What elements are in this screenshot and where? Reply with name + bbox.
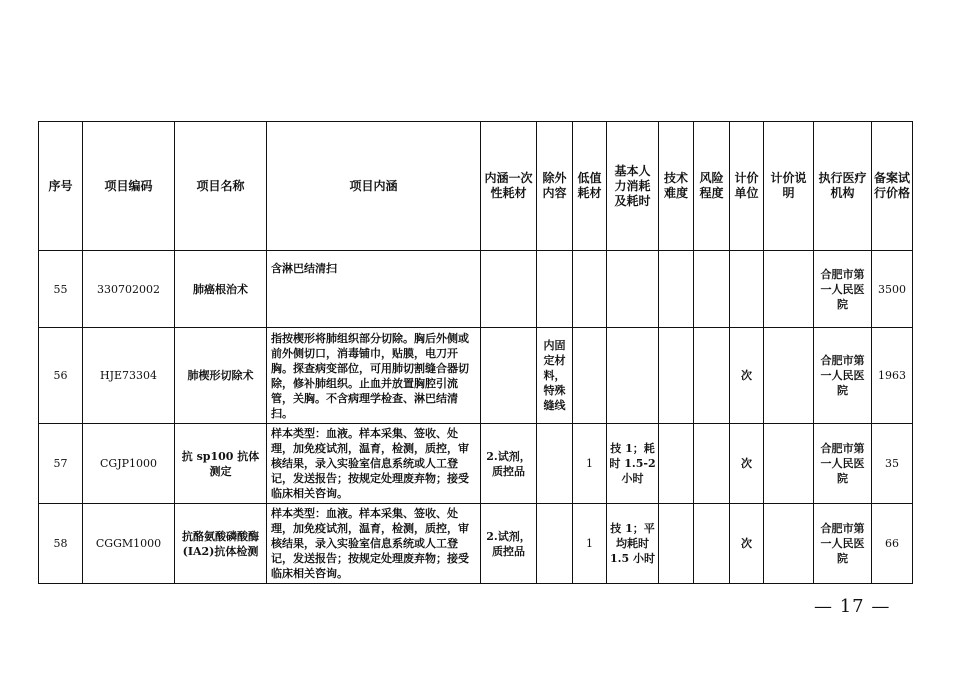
risk-level: [694, 424, 730, 504]
pricing-note: [764, 328, 814, 424]
page-number: — 17 —: [814, 596, 891, 617]
table-row: [39, 424, 913, 504]
header-cell: 项目名称: [175, 122, 267, 251]
row-number: 55: [39, 251, 83, 328]
header-row: [39, 122, 913, 251]
item-code: CGGM1000: [83, 504, 175, 584]
item-content: 含淋巴结清扫: [267, 251, 481, 328]
table-row: [39, 251, 913, 328]
pricing-unit: 次: [730, 504, 764, 584]
header-cell: 技术难度: [659, 122, 694, 251]
exclusions: [537, 424, 573, 504]
labor-time: [607, 251, 659, 328]
low-value-consumables: [573, 328, 607, 424]
row-number: 57: [39, 424, 83, 504]
item-code: CGJP1000: [83, 424, 175, 504]
tech-difficulty: [659, 424, 694, 504]
low-value-consumables: [573, 251, 607, 328]
header-cell: 备案试行价格: [872, 122, 913, 251]
item-code: HJE73304: [83, 328, 175, 424]
pricing-note: [764, 504, 814, 584]
item-content: 样本类型：血液。样本采集、签收、处理，加免疫试剂，温育，检测，质控，审核结果，录入实验室信息系统或人工登记，发送报告；按规定处理废弃物；接受临床相关咨询。: [267, 504, 481, 584]
item-name: 肺楔形切除术: [175, 328, 267, 424]
item-content: 样本类型：血液。样本采集、签收、处理，加免疫试剂，温育，检测，质控，审核结果，录入实验室信息系统或人工登记，发送报告；按规定处理废弃物；接受临床相关咨询。: [267, 424, 481, 504]
pricing-note: [764, 251, 814, 328]
item-content: 指按楔形将肺组织部分切除。胸后外侧或前外侧切口，消毒铺巾，贴膜，电刀开胸。探查病变部位，可用肺切割缝合器切除，修补肺组织。止血并放置胸腔引流管，关胸。不含病理学检查、淋巴结清扫。: [267, 328, 481, 424]
institution: 合肥市第一人民医院: [814, 328, 872, 424]
pricing-unit: [730, 251, 764, 328]
one-time-consumables: 2.试剂，质控品: [481, 504, 537, 584]
header-cell: 内涵一次性耗材: [481, 122, 537, 251]
institution: 合肥市第一人民医院: [814, 504, 872, 584]
price: 66: [872, 504, 913, 584]
pricing-unit: 次: [730, 328, 764, 424]
exclusions: [537, 504, 573, 584]
one-time-consumables: [481, 328, 537, 424]
labor-time: 技 1；平均耗时 1.5 小时: [607, 504, 659, 584]
header-cell: 序号: [39, 122, 83, 251]
pricing-unit: 次: [730, 424, 764, 504]
low-value-consumables: 1: [573, 504, 607, 584]
low-value-consumables: 1: [573, 424, 607, 504]
header-cell: 除外内容: [537, 122, 573, 251]
institution: 合肥市第一人民医院: [814, 424, 872, 504]
labor-time: [607, 328, 659, 424]
header-cell: 项目内涵: [267, 122, 481, 251]
header-cell: 项目编码: [83, 122, 175, 251]
tech-difficulty: [659, 504, 694, 584]
labor-time: 技 1；耗时 1.5-2 小时: [607, 424, 659, 504]
item-name: 抗 sp100 抗体测定: [175, 424, 267, 504]
header-cell: 风险程度: [694, 122, 730, 251]
exclusions: 内固定材料，特殊缝线: [537, 328, 573, 424]
institution: 合肥市第一人民医院: [814, 251, 872, 328]
item-name: 抗酪氨酸磷酸酶(IA2)抗体检测: [175, 504, 267, 584]
item-name: 肺癌根治术: [175, 251, 267, 328]
one-time-consumables: [481, 251, 537, 328]
header-cell: 计价单位: [730, 122, 764, 251]
header-cell: 低值耗材: [573, 122, 607, 251]
header-cell: 计价说明: [764, 122, 814, 251]
price: 3500: [872, 251, 913, 328]
fee-table: [38, 121, 913, 584]
row-number: 58: [39, 504, 83, 584]
tech-difficulty: [659, 328, 694, 424]
risk-level: [694, 328, 730, 424]
price: 35: [872, 424, 913, 504]
one-time-consumables: 2.试剂，质控品: [481, 424, 537, 504]
exclusions: [537, 251, 573, 328]
pricing-note: [764, 424, 814, 504]
price: 1963: [872, 328, 913, 424]
table-row: [39, 504, 913, 584]
header-cell: 基本人力消耗及耗时: [607, 122, 659, 251]
risk-level: [694, 504, 730, 584]
header-cell: 执行医疗机构: [814, 122, 872, 251]
row-number: 56: [39, 328, 83, 424]
table-row: [39, 328, 913, 424]
risk-level: [694, 251, 730, 328]
tech-difficulty: [659, 251, 694, 328]
item-code: 330702002: [83, 251, 175, 328]
